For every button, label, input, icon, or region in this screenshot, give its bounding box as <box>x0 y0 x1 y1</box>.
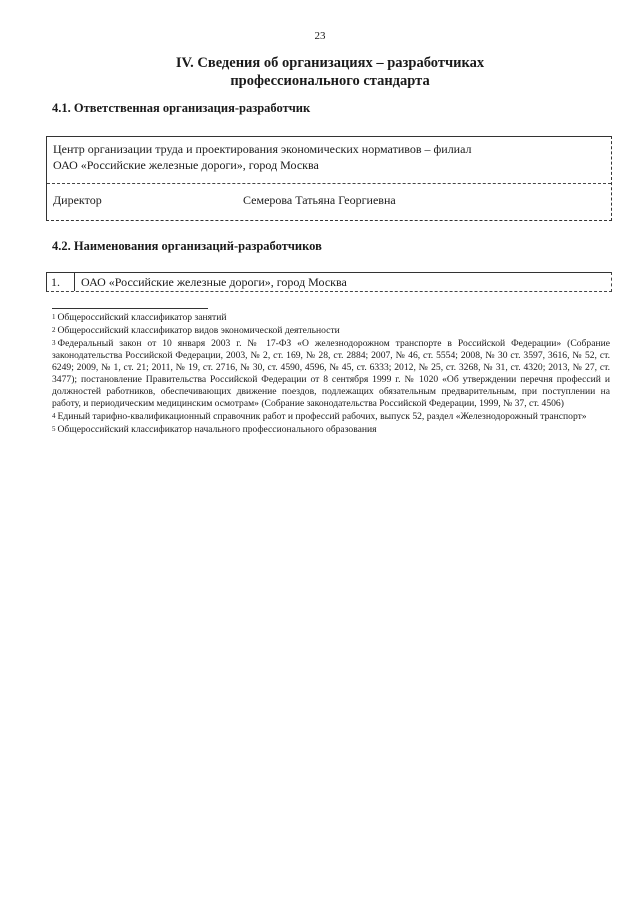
section-title-line-2: профессионального стандарта <box>230 73 430 89</box>
footnote-text: Общероссийский классификатор начального профессионального образования <box>57 424 377 435</box>
footnote-5 <box>52 424 610 436</box>
developer-orgs-heading: 4.2. Наименования организаций-разработчиков <box>52 239 322 253</box>
footnotes <box>52 312 610 437</box>
director-name: Семерова Татьяна Георгиевна <box>243 193 396 207</box>
footnote-4 <box>52 411 610 423</box>
table-divider <box>74 273 75 291</box>
responsible-org-name-line-1: Центр организации труда и проектирования экономических нормативов – филиал <box>53 142 472 156</box>
footnote-mark: 1 <box>52 313 56 321</box>
footnote-mark: 2 <box>52 326 56 334</box>
developer-row-name: ОАО «Российские железные дороги», город Москва <box>81 275 347 289</box>
footnote-1 <box>52 312 610 324</box>
footnote-text: Единый тарифно-квалификационный справочник работ и профессий рабочих, выпуск 52, раздел «Железнодорожный транспорт» <box>57 411 587 422</box>
footnote-mark: 3 <box>52 339 56 347</box>
footnote-text: Общероссийский классификатор видов экономической деятельности <box>57 325 340 336</box>
responsible-org-heading: 4.1. Ответственная организация-разработчик <box>52 101 311 115</box>
director-position: Директор <box>53 193 102 207</box>
section-title <box>120 54 540 90</box>
footnote-2 <box>52 325 610 337</box>
developer-row-number: 1. <box>51 275 60 289</box>
responsible-org-name-line-2: ОАО «Российские железные дороги», город Москва <box>53 158 319 172</box>
developer-orgs-table <box>46 272 612 292</box>
director-row <box>47 184 611 220</box>
footnote-text: Общероссийский классификатор занятий <box>57 312 227 323</box>
responsible-org-table <box>46 136 612 221</box>
responsible-org-cell <box>47 137 611 184</box>
footnote-3 <box>52 338 610 410</box>
page-number: 23 <box>314 30 326 42</box>
footnote-text: Федеральный закон от 10 января 2003 г. № 17-ФЗ «О железнодорожном транспорте в Российской Федерации» (Собрание законодательства Российской Федерации, 2003, № 2, ст. 169, № 28, ст. 2884; 2007, № 46, ст. 5554; 2008, № 30 ст. 3597, 3616, № 52, ст. 6249; 2009, № 1, ст. 21; 2011, № 19, ст. 2716, № 30, ст. 4590, 4596, № 45, ст. 6333; 2012, № 25, ст. 3268, № 31, ст. 4320; 2013, № 27, ст. 3477); постановление Правительства Российской Федерации от 8 сентября 1999 г. № 1020 «Об утверждении перечня профессий и должностей работников, обеспечивающих движение поездов, подлежащих обязательным предварительным, при поступлении на работу, и периодическим медицинским осмотрам» (Собрание законодательства Российской Федерации, 1999, № 37, ст. 4506) <box>52 338 610 409</box>
footnote-separator <box>52 308 208 309</box>
section-title-line-1: IV. Сведения об организациях – разработчиках <box>175 55 485 71</box>
footnote-mark: 5 <box>52 425 56 433</box>
footnote-mark: 4 <box>52 412 56 420</box>
